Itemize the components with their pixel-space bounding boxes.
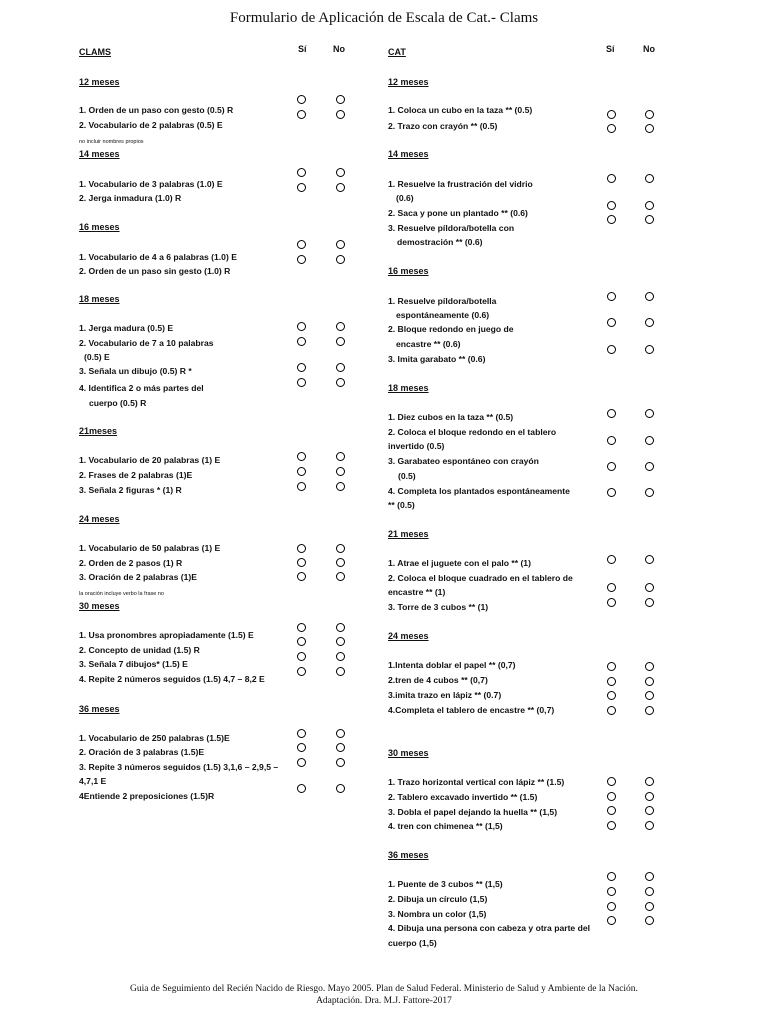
clams-18m-item-1: 1. Jerga madura (0.5) E xyxy=(79,323,174,333)
cat-18m-2-si-radio[interactable] xyxy=(607,436,616,445)
cat-36m-item-1: 1. Puente de 3 cubos ** (1,5) xyxy=(388,879,503,889)
cat-18m-item-1: 1. Diez cubos en la taza ** (0.5) xyxy=(388,412,514,422)
clams-36m-1-no-radio[interactable] xyxy=(336,729,345,738)
clams-section-24m: 24 meses xyxy=(79,514,120,524)
cat-30m-item-1: 1. Trazo horizontal vertical con lápiz ** (1.5) xyxy=(388,777,565,787)
cat-18m-1-no-radio[interactable] xyxy=(645,409,654,418)
cat-12m-item-1: 1. Coloca un cubo en la taza ** (0.5) xyxy=(388,105,533,115)
cat-14m-item-1: 1. Resuelve la frustración del vidrio xyxy=(388,179,533,189)
cat-21m-1-no-radio[interactable] xyxy=(645,555,654,564)
cat-14m-item-3: 3. Resuelve píldora/botella con xyxy=(388,223,515,233)
cat-30m-1-no-radio[interactable] xyxy=(645,777,654,786)
clams-18m-2-no-radio[interactable] xyxy=(336,337,345,346)
cat-section-21m: 21 meses xyxy=(388,529,429,539)
cat-24m-item-4: 4.Completa el tablero de encastre ** (0,7) xyxy=(388,705,555,715)
cat-21m-item-3: 3. Torre de 3 cubos ** (1) xyxy=(388,602,489,612)
clams-14m-item-1: 1. Vocabulario de 3 palabras (1.0) E xyxy=(79,179,223,189)
cat-30m-item-3: 3. Dobla el papel dejando la huella ** (1,5) xyxy=(388,807,558,817)
cat-36m-1-si-radio[interactable] xyxy=(607,872,616,881)
page-title: Formulario de Aplicación de Escala de Cat.- Clams xyxy=(229,10,539,26)
cat-30m-4-no-radio[interactable] xyxy=(645,821,654,830)
clams-30m-1-si-radio[interactable] xyxy=(297,623,306,632)
cat-18m-item-3: 3. Garabateo espontáneo con crayón xyxy=(388,456,539,466)
cat-section-16m: 16 meses xyxy=(388,266,429,276)
clams-section-12m: 12 meses xyxy=(79,77,120,87)
cat-21m-3-no-radio[interactable] xyxy=(645,598,654,607)
clams-12m-2-si-radio[interactable] xyxy=(297,110,306,119)
cat-16m-2-no-radio[interactable] xyxy=(645,318,654,327)
clams-16m-1-no-radio[interactable] xyxy=(336,240,345,249)
clams-si-header: Sí xyxy=(298,44,307,54)
clams-18m-2-si-radio[interactable] xyxy=(297,337,306,346)
clams-18m-item-3: 3. Señala un dibujo (0.5) R * xyxy=(79,366,192,376)
cat-16m-item-1-cont: espontáneamente (0.6) xyxy=(396,310,490,320)
clams-12m-item-1: 1. Orden de un paso con gesto (0.5) R xyxy=(79,105,234,115)
cat-16m-3-no-radio[interactable] xyxy=(645,345,654,354)
clams-36m-item-2: 2. Oración de 3 palabras (1.5)E xyxy=(79,747,205,757)
clams-16m-item-2: 2. Orden de un paso sin gesto (1.0) R xyxy=(79,266,231,276)
cat-36m-item-3: 3. Nombra un color (1,5) xyxy=(388,909,487,919)
cat-16m-item-1: 1. Resuelve píldora/botella xyxy=(388,296,497,306)
clams-18m-item-4: 4. Identifica 2 o más partes del xyxy=(79,383,204,393)
cat-16m-1-no-radio[interactable] xyxy=(645,292,654,301)
cat-18m-item-2-cont: invertido (0.5) xyxy=(388,441,445,451)
clams-24m-item-3: 3. Oración de 2 palabras (1)E xyxy=(79,572,197,582)
cat-36m-item-2: 2. Dibuja un círculo (1,5) xyxy=(388,894,488,904)
cat-30m-item-4: 4. tren con chimenea ** (1,5) xyxy=(388,821,503,831)
clams-18m-4-si-radio[interactable] xyxy=(297,378,306,387)
clams-36m-item-4: 4Entiende 2 preposiciones (1.5)R xyxy=(79,791,215,801)
clams-24m-3-no-radio[interactable] xyxy=(336,572,345,581)
clams-18m-3-si-radio[interactable] xyxy=(297,363,306,372)
cat-16m-3-si-radio[interactable] xyxy=(607,345,616,354)
cat-18m-3-si-radio[interactable] xyxy=(607,462,616,471)
clams-24m-3-si-radio[interactable] xyxy=(297,572,306,581)
clams-21m-2-no-radio[interactable] xyxy=(336,467,345,476)
clams-16m-2-si-radio[interactable] xyxy=(297,255,306,264)
cat-section-18m: 18 meses xyxy=(388,383,429,393)
cat-18m-1-si-radio[interactable] xyxy=(607,409,616,418)
cat-24m-1-si-radio[interactable] xyxy=(607,662,616,671)
cat-21m-item-1: 1. Atrae el juguete con el palo ** (1) xyxy=(388,558,531,568)
clams-24m-1-si-radio[interactable] xyxy=(297,544,306,553)
cat-si-header: Sí xyxy=(606,44,615,54)
clams-30m-item-2: 2. Concepto de unidad (1.5) R xyxy=(79,645,200,655)
cat-16m-item-2-cont: encastre ** (0.6) xyxy=(396,339,461,349)
cat-12m-2-si-radio[interactable] xyxy=(607,124,616,133)
cat-36m-4-si-radio[interactable] xyxy=(607,916,616,925)
cat-36m-1-no-radio[interactable] xyxy=(645,872,654,881)
cat-14m-2-no-radio[interactable] xyxy=(645,201,654,210)
cat-12m-2-no-radio[interactable] xyxy=(645,124,654,133)
clams-21m-item-2: 2. Frases de 2 palabras (1)E xyxy=(79,470,193,480)
clams-18m-3-no-radio[interactable] xyxy=(336,363,345,372)
clams-36m-1-si-radio[interactable] xyxy=(297,729,306,738)
clams-30m-3-no-radio[interactable] xyxy=(336,652,345,661)
cat-24m-3-si-radio[interactable] xyxy=(607,691,616,700)
clams-18m-item-2-cont: (0.5) E xyxy=(84,352,110,362)
cat-heading: CAT xyxy=(388,47,406,57)
clams-16m-item-1: 1. Vocabulario de 4 a 6 palabras (1.0) E xyxy=(79,252,237,262)
clams-30m-item-1: 1. Usa pronombres apropiadamente (1.5) E xyxy=(79,630,254,640)
clams-12m-item-2: 2. Vocabulario de 2 palabras (0.5) E xyxy=(79,120,223,130)
cat-18m-2-no-radio[interactable] xyxy=(645,436,654,445)
cat-section-14m: 14 meses xyxy=(388,149,429,159)
cat-14m-3-no-radio[interactable] xyxy=(645,215,654,224)
clams-30m-4-si-radio[interactable] xyxy=(297,667,306,676)
clams-24m-2-si-radio[interactable] xyxy=(297,558,306,567)
clams-14m-1-si-radio[interactable] xyxy=(297,168,306,177)
cat-36m-3-no-radio[interactable] xyxy=(645,902,654,911)
clams-14m-item-2: 2. Jerga inmadura (1.0) R xyxy=(79,193,182,203)
clams-21m-2-si-radio[interactable] xyxy=(297,467,306,476)
cat-21m-item-2-cont: encastre ** (1) xyxy=(388,587,446,597)
cat-24m-item-3: 3.imita trazo en lápiz ** (0.7) xyxy=(388,690,502,700)
clams-14m-2-no-radio[interactable] xyxy=(336,183,345,192)
cat-36m-item-4-cont: cuerpo (1,5) xyxy=(388,938,437,948)
clams-24m-1-no-radio[interactable] xyxy=(336,544,345,553)
cat-24m-4-si-radio[interactable] xyxy=(607,706,616,715)
cat-24m-3-no-radio[interactable] xyxy=(645,691,654,700)
footer xyxy=(0,983,768,1007)
clams-30m-2-no-radio[interactable] xyxy=(336,637,345,646)
clams-section-21m: 21meses xyxy=(79,426,118,436)
clams-21m-item-1: 1. Vocabulario de 20 palabras (1) E xyxy=(79,455,221,465)
cat-18m-item-4: 4. Completa los plantados espontáneamente xyxy=(388,486,570,496)
clams-36m-3-si-radio[interactable] xyxy=(297,758,306,767)
footer-line-2: Adaptación. Dra. M.J. Fattore-2017 xyxy=(316,996,452,1006)
clams-30m-2-si-radio[interactable] xyxy=(297,637,306,646)
clams-18m-1-no-radio[interactable] xyxy=(336,322,345,331)
cat-18m-item-2: 2. Coloca el bloque redondo en el tablero xyxy=(388,427,557,437)
cat-30m-item-2: 2. Tablero excavado invertido ** (1.5) xyxy=(388,792,538,802)
cat-14m-1-no-radio[interactable] xyxy=(645,174,654,183)
cat-21m-2-no-radio[interactable] xyxy=(645,583,654,592)
cat-21m-1-si-radio[interactable] xyxy=(607,555,616,564)
clams-12m-2-no-radio[interactable] xyxy=(336,110,345,119)
clams-36m-item-3-cont: 4,7,1 E xyxy=(79,776,107,786)
cat-24m-item-1: 1.Intenta doblar el papel ** (0,7) xyxy=(388,660,516,670)
cat-24m-item-2: 2.tren de 4 cubos ** (0,7) xyxy=(388,675,488,685)
cat-16m-1-si-radio[interactable] xyxy=(607,292,616,301)
clams-36m-2-si-radio[interactable] xyxy=(297,743,306,752)
clams-30m-item-3: 3. Señala 7 dibujos* (1.5) E xyxy=(79,659,188,669)
cat-24m-1-no-radio[interactable] xyxy=(645,662,654,671)
cat-12m-item-2: 2. Trazo con crayón ** (0.5) xyxy=(388,121,498,131)
cat-24m-2-no-radio[interactable] xyxy=(645,677,654,686)
cat-14m-item-1-cont: (0.6) xyxy=(396,193,414,203)
cat-24m-2-si-radio[interactable] xyxy=(607,677,616,686)
cat-14m-3-si-radio[interactable] xyxy=(607,215,616,224)
clams-18m-item-2: 2. Vocabulario de 7 a 10 palabras xyxy=(79,338,214,348)
cat-30m-3-no-radio[interactable] xyxy=(645,806,654,815)
cat-16m-item-3: 3. Imita garabato ** (0.6) xyxy=(388,354,486,364)
cat-section-12m: 12 meses xyxy=(388,77,429,87)
clams-21m-3-si-radio[interactable] xyxy=(297,482,306,491)
clams-24m-2-no-radio[interactable] xyxy=(336,558,345,567)
cat-36m-item-4: 4. Dibuja una persona con cabeza y otra parte del xyxy=(388,923,591,933)
cat-14m-item-2: 2. Saca y pone un plantado ** (0.6) xyxy=(388,208,528,218)
cat-30m-3-si-radio[interactable] xyxy=(607,806,616,815)
cat-36m-2-si-radio[interactable] xyxy=(607,887,616,896)
cat-16m-item-2: 2. Bloque redondo en juego de xyxy=(388,324,514,334)
clams-no-header: No xyxy=(333,44,345,54)
clams-24m-item-2: 2. Orden de 2 pasos (1) R xyxy=(79,558,183,568)
clams-18m-4-no-radio[interactable] xyxy=(336,378,345,387)
clams-12m-1-no-radio[interactable] xyxy=(336,95,345,104)
clams-section-30m: 30 meses xyxy=(79,601,120,611)
clams-36m-4-si-radio[interactable] xyxy=(297,784,306,793)
cat-21m-2-si-radio[interactable] xyxy=(607,583,616,592)
cat-18m-item-3-cont: (0.5) xyxy=(398,471,416,481)
cat-36m-4-no-radio[interactable] xyxy=(645,916,654,925)
clams-24m-item-1: 1. Vocabulario de 50 palabras (1) E xyxy=(79,543,221,553)
cat-16m-2-si-radio[interactable] xyxy=(607,318,616,327)
clams-36m-item-3: 3. Repite 3 números seguidos (1.5) 3,1,6 – 2,9,5 – xyxy=(79,762,279,772)
clams-section-16m: 16 meses xyxy=(79,222,120,232)
cat-24m-4-no-radio[interactable] xyxy=(645,706,654,715)
cat-21m-3-si-radio[interactable] xyxy=(607,598,616,607)
clams-16m-2-no-radio[interactable] xyxy=(336,255,345,264)
clams-section-18m: 18 meses xyxy=(79,294,120,304)
cat-12m-1-no-radio[interactable] xyxy=(645,110,654,119)
clams-36m-item-1: 1. Vocabulario de 250 palabras (1.5)E xyxy=(79,733,230,743)
cat-18m-4-no-radio[interactable] xyxy=(645,488,654,497)
cat-18m-3-no-radio[interactable] xyxy=(645,462,654,471)
clams-16m-1-si-radio[interactable] xyxy=(297,240,306,249)
cat-21m-item-2: 2. Coloca el bloque cuadrado en el tablero de xyxy=(388,573,573,583)
clams-36m-2-no-radio[interactable] xyxy=(336,743,345,752)
clams-18m-1-si-radio[interactable] xyxy=(297,322,306,331)
cat-18m-4-si-radio[interactable] xyxy=(607,488,616,497)
cat-30m-1-si-radio[interactable] xyxy=(607,777,616,786)
cat-18m-item-4-cont: ** (0.5) xyxy=(388,500,415,510)
clams-section-14m: 14 meses xyxy=(79,149,120,159)
clams-21m-1-no-radio[interactable] xyxy=(336,452,345,461)
clams-36m-4-no-radio[interactable] xyxy=(336,784,345,793)
clams-14m-2-si-radio[interactable] xyxy=(297,183,306,192)
clams-12m-note: no incluir nombres propios xyxy=(79,139,144,145)
cat-14m-1-si-radio[interactable] xyxy=(607,174,616,183)
clams-30m-3-si-radio[interactable] xyxy=(297,652,306,661)
clams-heading: CLAMS xyxy=(79,47,111,57)
cat-section-24m: 24 meses xyxy=(388,631,429,641)
clams-12m-1-si-radio[interactable] xyxy=(297,95,306,104)
cat-36m-2-no-radio[interactable] xyxy=(645,887,654,896)
cat-30m-4-si-radio[interactable] xyxy=(607,821,616,830)
clams-30m-item-4: 4. Repite 2 números seguidos (1.5) 4,7 – 8,2 E xyxy=(79,674,265,684)
clams-21m-3-no-radio[interactable] xyxy=(336,482,345,491)
cat-14m-2-si-radio[interactable] xyxy=(607,201,616,210)
cat-no-header: No xyxy=(643,44,655,54)
cat-30m-2-no-radio[interactable] xyxy=(645,792,654,801)
cat-12m-1-si-radio[interactable] xyxy=(607,110,616,119)
cat-30m-2-si-radio[interactable] xyxy=(607,792,616,801)
clams-18m-item-4-cont: cuerpo (0.5) R xyxy=(89,398,147,408)
cat-section-36m: 36 meses xyxy=(388,850,429,860)
cat-section-30m: 30 meses xyxy=(388,748,429,758)
footer-line-1: Guia de Seguimiento del Recién Nacido de Riesgo. Mayo 2005. Plan de Salud Federal. Ministerio de Salud y Ambiente de la Nación. xyxy=(130,984,638,994)
clams-21m-item-3: 3. Señala 2 figuras * (1) R xyxy=(79,485,182,495)
clams-36m-3-no-radio[interactable] xyxy=(336,758,345,767)
clams-21m-1-si-radio[interactable] xyxy=(297,452,306,461)
clams-30m-1-no-radio[interactable] xyxy=(336,623,345,632)
cat-14m-item-3-cont: demostración ** (0.6) xyxy=(397,237,483,247)
clams-section-36m: 36 meses xyxy=(79,704,120,714)
clams-24m-note: la oración incluye verbo la frase no xyxy=(79,591,164,597)
clams-30m-4-no-radio[interactable] xyxy=(336,667,345,676)
clams-14m-1-no-radio[interactable] xyxy=(336,168,345,177)
cat-36m-3-si-radio[interactable] xyxy=(607,902,616,911)
